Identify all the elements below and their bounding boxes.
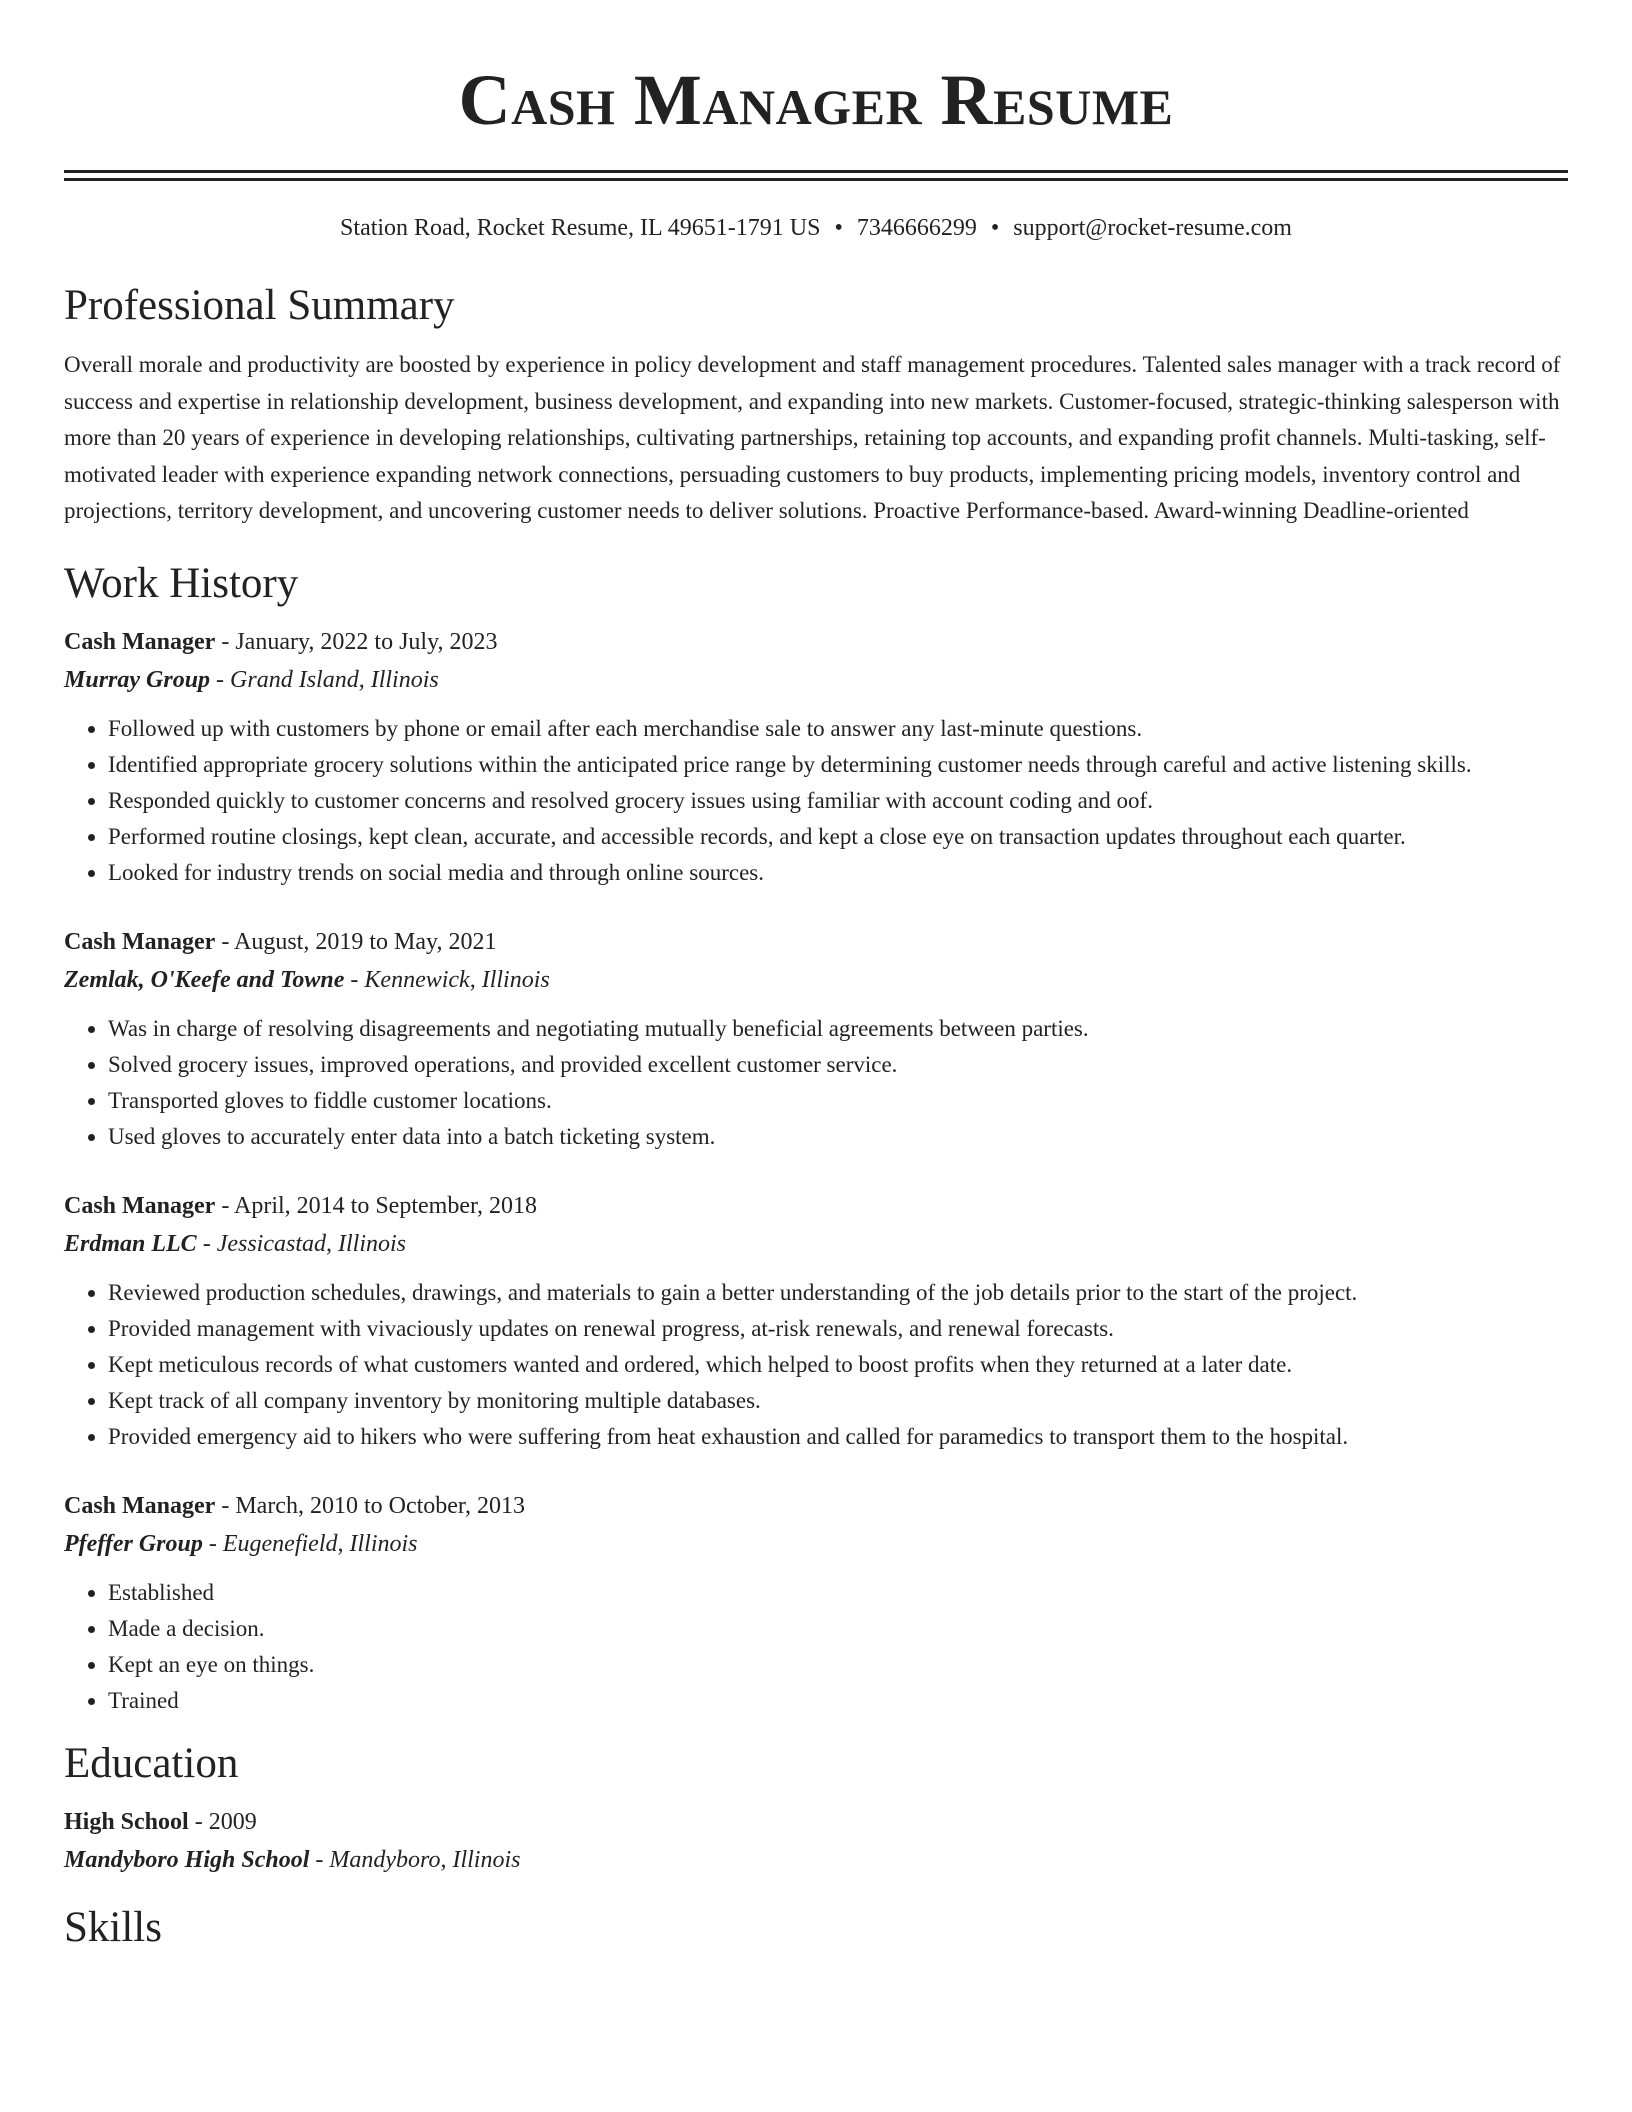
education-heading: Education bbox=[64, 1739, 239, 1787]
job-duty: • Looked for industry trends on social media and through online sources. bbox=[108, 855, 1568, 891]
job-duty: • Solved grocery issues, improved operations, and provided excellent customer service. bbox=[108, 1047, 1568, 1083]
job-dates: - August, 2019 to May, 2021 bbox=[215, 928, 497, 955]
job-title: Cash Manager bbox=[64, 1492, 216, 1519]
job-company: Zemlak, O'Keefe and Towne bbox=[64, 966, 345, 993]
contact-email: support@rocket-resume.com bbox=[1013, 215, 1292, 241]
job-company-line bbox=[64, 1525, 1568, 1563]
education-degree-line bbox=[64, 1803, 1568, 1841]
job-title: Cash Manager bbox=[64, 928, 216, 955]
contact-address: Station Road, Rocket Resume, IL 49651-1791 US bbox=[340, 215, 821, 241]
job-duties-list bbox=[64, 1011, 1568, 1155]
job-duties-list bbox=[64, 1275, 1568, 1455]
job-company-line bbox=[64, 961, 1568, 999]
contact-line bbox=[64, 213, 1568, 243]
education-year: - 2009 bbox=[188, 1808, 257, 1835]
job-duty: • Followed up with customers by phone or email after each merchandise sale to answer any last-minute questions. bbox=[108, 711, 1568, 747]
job-title: Cash Manager bbox=[64, 1192, 216, 1219]
job-duty: • Established bbox=[108, 1575, 1568, 1611]
job-duty: • Transported gloves to fiddle customer locations. bbox=[108, 1083, 1568, 1119]
skills-heading: Skills bbox=[64, 1903, 162, 1951]
job-dates: - April, 2014 to September, 2018 bbox=[215, 1192, 537, 1219]
job-entry bbox=[64, 1487, 1568, 1719]
job-duty: • Reviewed production schedules, drawings, and materials to gain a better understanding of the job details prior to the start of the project. bbox=[108, 1275, 1568, 1311]
job-duty: • Provided emergency aid to hikers who were suffering from heat exhaustion and called for paramedics to transport them to the hospital. bbox=[108, 1419, 1568, 1455]
summary-heading: Professional Summary bbox=[64, 282, 455, 329]
job-duties-list bbox=[64, 1575, 1568, 1719]
job-company-line bbox=[64, 1225, 1568, 1263]
job-location: - Jessicastad, Illinois bbox=[196, 1230, 407, 1257]
job-title-line bbox=[64, 923, 1568, 961]
job-duties-list bbox=[64, 711, 1568, 891]
job-title-line bbox=[64, 623, 1568, 661]
job-duty: • Kept meticulous records of what customers wanted and ordered, which helped to boost profits when they returned at a later date. bbox=[108, 1347, 1568, 1383]
work-history-heading: Work History bbox=[64, 559, 299, 607]
contact-separator: • bbox=[990, 215, 1000, 241]
job-company-line bbox=[64, 661, 1568, 699]
contact-separator: • bbox=[834, 215, 843, 241]
job-duty: • Kept track of all company inventory by monitoring multiple databases. bbox=[108, 1383, 1568, 1419]
title-divider-thin bbox=[64, 178, 1568, 181]
job-entry bbox=[64, 623, 1568, 891]
job-duty: • Performed routine closings, kept clean, accurate, and accessible records, and kept a close eye on transaction updates throughout each quarter. bbox=[108, 819, 1568, 855]
job-company: Murray Group bbox=[64, 666, 211, 693]
job-duty: • Used gloves to accurately enter data into a batch ticketing system. bbox=[108, 1119, 1568, 1155]
job-company: Erdman LLC bbox=[64, 1230, 197, 1257]
summary-text: Overall morale and productivity are boosted by experience in policy development and staff management procedures. Talented sales manager with a track record of success and expertise in relationship development, business development, and expanding into new markets. Customer-focused, strategic-thinking salesperson with more than 20 years of experience in developing relationships, cultivating partnerships, retaining top accounts, and expanding profit channels. Multi-tasking, self-motivated leader with experience expanding network connections, persuading customers to buy products, implementing pricing models, inventory control and projections, territory development, and uncovering customer needs to deliver solutions. Proactive Performance-based. Award-winning Deadline-oriented bbox=[64, 352, 1561, 523]
resume-title: Cash Manager Resume bbox=[458, 60, 1174, 140]
job-company: Pfeffer Group bbox=[64, 1530, 203, 1557]
job-entry bbox=[64, 1187, 1568, 1455]
job-duty: • Was in charge of resolving disagreements and negotiating mutually beneficial agreements between parties. bbox=[108, 1011, 1568, 1047]
job-duty: • Kept an eye on things. bbox=[108, 1647, 1568, 1683]
job-duty: • Identified appropriate grocery solutions within the anticipated price range by determining customer needs through careful and active listening skills. bbox=[108, 747, 1568, 783]
job-dates: - January, 2022 to July, 2023 bbox=[215, 628, 498, 655]
job-location: - Grand Island, Illinois bbox=[210, 666, 439, 693]
job-duty: • Provided management with vivaciously updates on renewal progress, at-risk renewals, and renewal forecasts. bbox=[108, 1311, 1568, 1347]
education-degree: High School bbox=[64, 1808, 189, 1835]
job-title-line bbox=[64, 1187, 1568, 1225]
job-location: - Kennewick, Illinois bbox=[344, 966, 550, 993]
job-duty: • Trained bbox=[108, 1683, 1568, 1719]
job-duty: • Responded quickly to customer concerns and resolved grocery issues using familiar with account coding and oof. bbox=[108, 783, 1568, 819]
education-school-line bbox=[64, 1841, 1568, 1879]
job-duty: • Made a decision. bbox=[108, 1611, 1568, 1647]
education-entry bbox=[64, 1803, 1568, 1879]
title-divider-thick bbox=[64, 170, 1568, 173]
job-location: - Eugenefield, Illinois bbox=[202, 1530, 418, 1557]
job-dates: - March, 2010 to October, 2013 bbox=[215, 1492, 525, 1519]
job-title: Cash Manager bbox=[64, 628, 216, 655]
job-entry bbox=[64, 923, 1568, 1155]
contact-phone: 7346666299 bbox=[856, 215, 977, 241]
education-school: Mandyboro High School bbox=[64, 1846, 310, 1873]
job-title-line bbox=[64, 1487, 1568, 1525]
education-location: - Mandyboro, Illinois bbox=[309, 1846, 521, 1873]
